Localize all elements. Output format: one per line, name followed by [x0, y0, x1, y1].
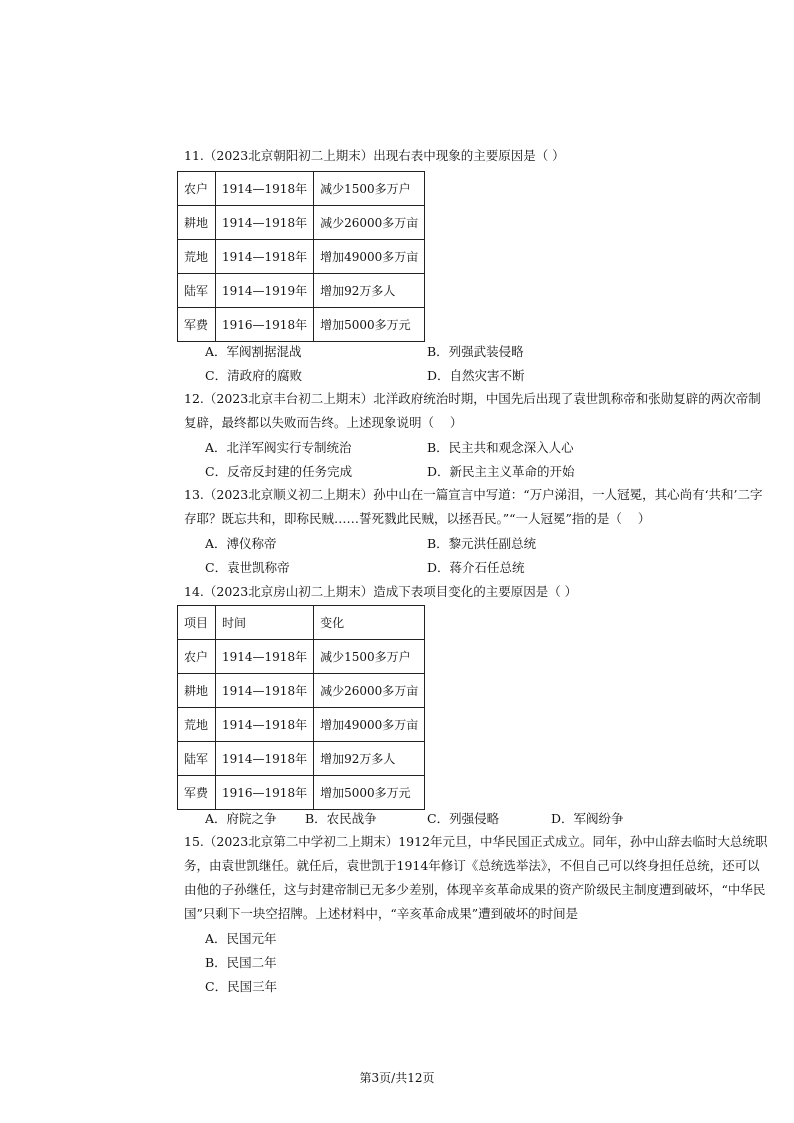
table-row — [178, 240, 425, 274]
option-a[interactable]: A．军阀割据混战 — [205, 344, 302, 359]
table-cell: 农户 — [178, 640, 216, 674]
question-15-line-2: 务，由袁世凯继任。就任后，袁世凯于1914年修订《总统选举法》，不但自己可以终身担任总统，还可以 — [184, 858, 760, 873]
option-b[interactable]: B．民主共和观念深入人心 — [427, 440, 574, 455]
question-13-line-2: 存耶？既忘共和，即称民贼……誓死戮此民贼，以拯吾民。”“一人冠冕”指的是（ ） — [184, 511, 651, 526]
table-cell: 项目 — [178, 606, 216, 640]
option-c[interactable]: C．列强侵略 — [427, 811, 500, 826]
page-footer: 第3页/共12页 — [359, 1071, 435, 1085]
table-cell: 1914—1918年 — [216, 206, 314, 240]
table-row — [178, 308, 425, 342]
question-13-line-1: 13.（2023北京顺义初二上期末）孙中山在一篇宣言中写道：“万户涕泪，一人冠冕，其心尚有‘共和’二字 — [184, 487, 763, 502]
question-14-table — [177, 605, 425, 810]
question-15-line-1: 15.（2023北京第二中学初二上期末）1912年元旦，中华民国正式成立。同年，孙中山辞去临时大总统职 — [184, 834, 768, 849]
question-12-line-2: 复辟，最终都以失败而告终。上述现象说明（ ） — [184, 415, 463, 430]
option-c[interactable]: C．民国三年 — [205, 979, 278, 994]
table-row — [178, 606, 425, 640]
table-row — [178, 776, 425, 810]
table-cell: 增加92万多人 — [314, 274, 425, 308]
table-cell: 增加49000多万亩 — [314, 708, 425, 742]
option-b[interactable]: B．民国二年 — [205, 955, 277, 970]
table-cell: 陆军 — [178, 742, 216, 776]
table-cell: 时间 — [216, 606, 314, 640]
table-cell: 增加5000多万元 — [314, 776, 425, 810]
question-15-line-3: 由他的子孙继任，这与封建帝制已无多少差别，体现辛亥革命成果的资产阶级民主制度遭到破坏，“中华民 — [184, 882, 766, 897]
option-c[interactable]: C．反帝反封建的任务完成 — [205, 464, 353, 479]
table-cell: 军费 — [178, 308, 216, 342]
table-cell: 1914—1918年 — [216, 640, 314, 674]
table-cell: 减少26000多万亩 — [314, 674, 425, 708]
option-a[interactable]: A．民国元年 — [205, 931, 277, 946]
table-cell: 减少26000多万亩 — [314, 206, 425, 240]
option-d[interactable]: D．新民主主义革命的开始 — [427, 464, 575, 479]
table-row — [178, 172, 425, 206]
table-cell: 荒地 — [178, 708, 216, 742]
question-15-line-4: 国”只剩下一块空招牌。上述材料中，“辛亥革命成果”遭到破坏的时间是 — [184, 906, 579, 921]
option-d[interactable]: D．军阀纷争 — [551, 811, 624, 826]
table-cell: 1914—1919年 — [216, 274, 314, 308]
option-a[interactable]: A．府院之争 — [205, 811, 277, 826]
question-14-stem: 14.（2023北京房山初二上期末）造成下表项目变化的主要原因是（ ） — [184, 584, 578, 599]
table-row — [178, 708, 425, 742]
table-cell: 增加49000多万亩 — [314, 240, 425, 274]
option-b[interactable]: B．列强武装侵略 — [427, 344, 524, 359]
table-cell: 减少1500多万户 — [314, 640, 425, 674]
option-a[interactable]: A．溥仪称帝 — [205, 536, 277, 551]
table-row — [178, 640, 425, 674]
option-d[interactable]: D．蒋介石任总统 — [427, 560, 525, 575]
table-cell: 1914—1918年 — [216, 674, 314, 708]
table-cell: 耕地 — [178, 206, 216, 240]
option-a[interactable]: A．北洋军阀实行专制统治 — [205, 440, 352, 455]
question-11-stem: 11.（2023北京朝阳初二上期末）出现右表中现象的主要原因是（ ） — [184, 148, 565, 163]
option-b[interactable]: B．黎元洪任副总统 — [427, 536, 537, 551]
table-row — [178, 742, 425, 776]
table-cell: 陆军 — [178, 274, 216, 308]
table-cell: 增加92万多人 — [314, 742, 425, 776]
option-c[interactable]: C．袁世凯称帝 — [205, 560, 290, 575]
question-12-line-1: 12.（2023北京丰台初二上期末）北洋政府统治时期，中国先后出现了袁世凯称帝和张勋复辟的两次帝制 — [184, 391, 761, 406]
table-row — [178, 274, 425, 308]
table-cell: 减少1500多万户 — [314, 172, 425, 206]
table-cell: 变化 — [314, 606, 425, 640]
option-b[interactable]: B．农民战争 — [305, 811, 377, 826]
table-cell: 1914—1918年 — [216, 742, 314, 776]
table-cell: 1914—1918年 — [216, 240, 314, 274]
table-cell: 农户 — [178, 172, 216, 206]
table-cell: 1914—1918年 — [216, 172, 314, 206]
option-c[interactable]: C．清政府的腐败 — [205, 368, 303, 383]
table-cell: 荒地 — [178, 240, 216, 274]
table-cell: 军费 — [178, 776, 216, 810]
table-cell: 耕地 — [178, 674, 216, 708]
option-d[interactable]: D．自然灾害不断 — [427, 368, 525, 383]
table-row — [178, 206, 425, 240]
table-cell: 1916—1918年 — [216, 776, 314, 810]
table-cell: 1914—1918年 — [216, 708, 314, 742]
table-cell: 增加5000多万元 — [314, 308, 425, 342]
table-cell: 1916—1918年 — [216, 308, 314, 342]
table-row — [178, 674, 425, 708]
question-11-table — [177, 171, 425, 342]
